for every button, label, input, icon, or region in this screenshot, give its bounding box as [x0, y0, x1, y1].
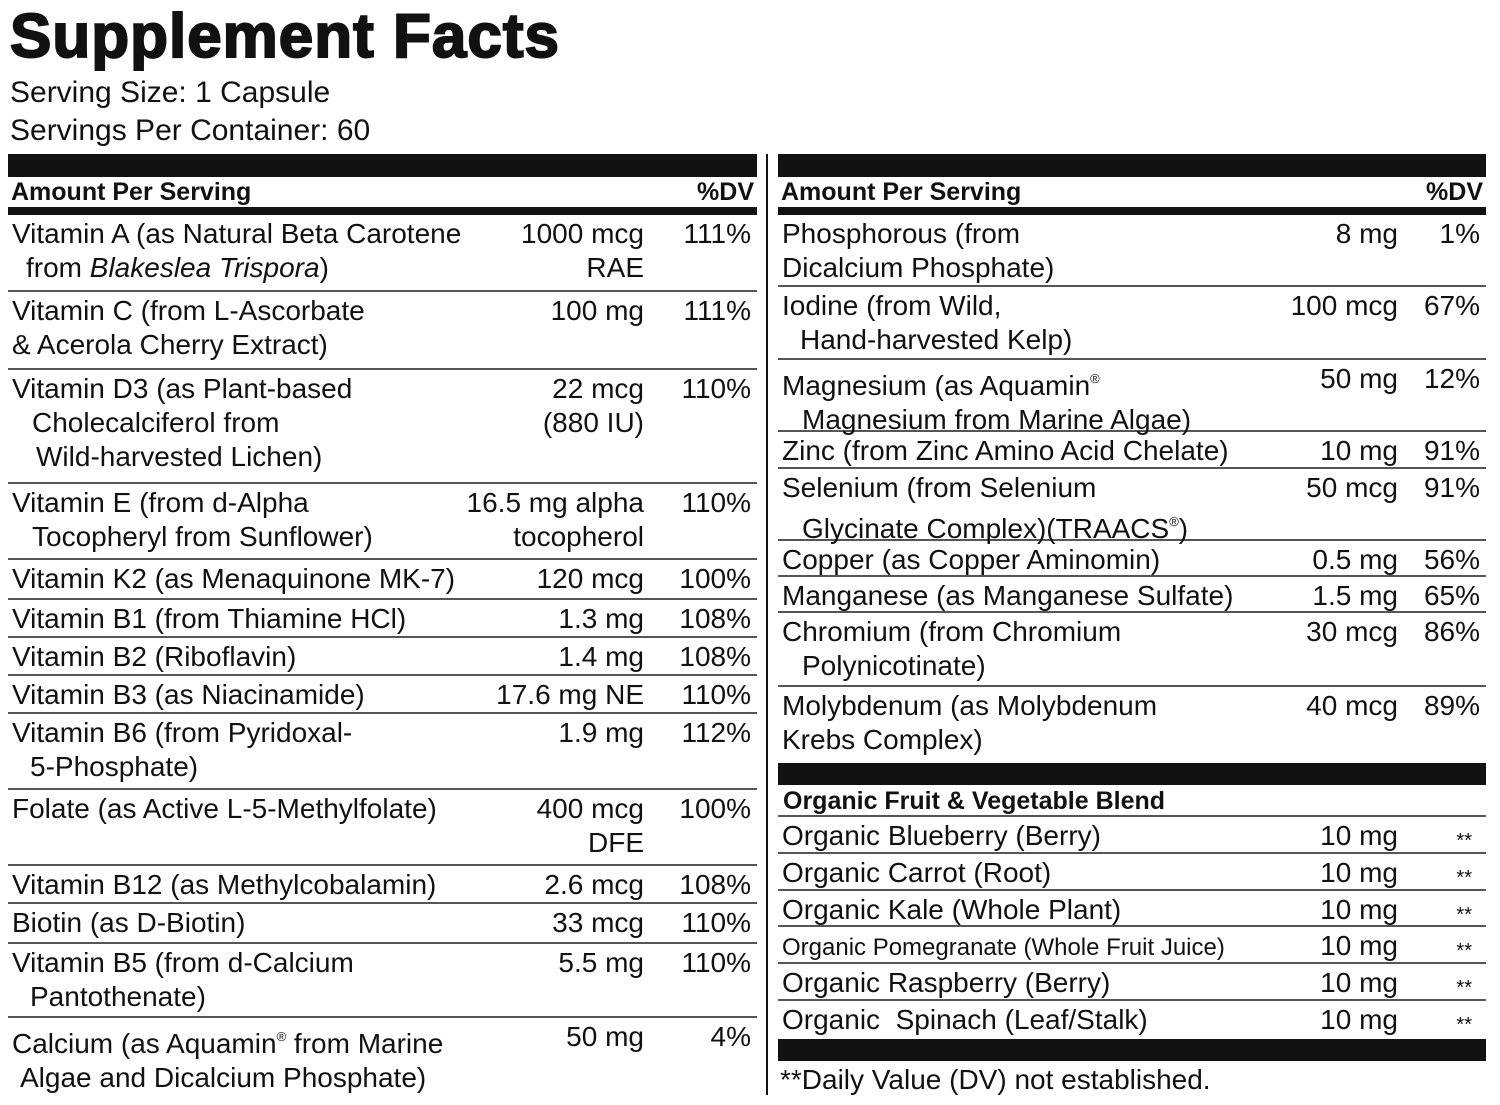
nutrient-dv: 86% — [1423, 616, 1480, 647]
nutrient-amount-line: 400 mcg — [536, 793, 644, 824]
nutrient-row — [778, 215, 1486, 287]
blend-item-dv: ** — [1456, 977, 1472, 999]
nutrient-name — [782, 362, 1191, 437]
nutrient-name — [782, 471, 1188, 546]
nutrient-name-line: Vitamin K2 (as Menaquinone MK-7) — [12, 563, 456, 594]
nutrient-dv: 65% — [1423, 580, 1480, 611]
nutrient-name — [12, 562, 455, 596]
nutrient-dv: 4% — [710, 1021, 751, 1052]
nutrient-amount — [496, 678, 644, 712]
nutrient-amount — [1291, 289, 1398, 323]
blend-item-name: Organic Raspberry (Berry) — [782, 967, 1111, 998]
nutrient-amount-line: RAE — [586, 252, 644, 283]
nutrient-row — [778, 360, 1486, 435]
dv-label: %DV — [697, 177, 754, 206]
nutrient-row — [778, 541, 1486, 577]
blend-item-name: Organic Spinach (Leaf/Stalk) — [782, 1004, 1148, 1035]
header-bar — [778, 154, 1486, 177]
nutrient-name — [782, 289, 1072, 357]
nutrient-name-line: Manganese (as Manganese Sulfate) — [782, 580, 1234, 611]
species-name: Blakeslea Trispora — [89, 252, 320, 283]
blend-item-dv: ** — [1456, 904, 1472, 926]
column-header — [778, 177, 1486, 207]
blend-title: Organic Fruit & Vegetable Blend — [778, 785, 1486, 817]
nutrient-dv: 91% — [1423, 472, 1480, 503]
blend-item-name: Organic Kale (Whole Plant) — [782, 894, 1122, 925]
nutrient-row — [8, 714, 757, 790]
nutrient-name-line: Vitamin E (from d-Alpha — [12, 487, 309, 518]
nutrient-name-line: Pantothenate) — [30, 981, 206, 1012]
blend-item-amount: 10 mg — [1320, 894, 1398, 925]
nutrient-amount-line: (880 IU) — [542, 407, 644, 438]
nutrient-row — [8, 370, 757, 484]
nutrient-name-line: Krebs Complex) — [782, 724, 983, 755]
nutrient-amount-line: 17.6 mg NE — [496, 679, 644, 710]
nutrient-dv: 1% — [1439, 218, 1480, 249]
registered-mark: ® — [1169, 514, 1179, 529]
nutrient-amount — [543, 372, 644, 440]
nutrient-row — [778, 469, 1486, 544]
dv-label: %DV — [1426, 177, 1483, 206]
header-bar — [8, 154, 757, 177]
registered-mark: ® — [1090, 371, 1100, 386]
nutrient-row — [8, 676, 757, 714]
nutrient-dv: 100% — [679, 793, 751, 824]
nutrient-name — [12, 294, 365, 362]
nutrient-amount-line: 100 mg — [550, 295, 644, 326]
nutrient-name-line: Iodine (from Wild, — [782, 290, 1002, 321]
blend-item-name: Organic Pomegranate (Whole Fruit Juice) — [782, 934, 1225, 961]
nutrient-dv: 110% — [681, 487, 751, 518]
nutrient-dv: 108% — [679, 603, 751, 634]
nutrient-name — [12, 372, 352, 474]
nutrient-dv: 112% — [681, 717, 751, 748]
nutrient-dv: 110% — [681, 947, 751, 978]
nutrient-name — [12, 946, 354, 1014]
nutrient-amount — [552, 906, 644, 940]
nutrient-name-line: Vitamin D3 (as Plant-based — [12, 373, 353, 404]
right-nutrient-rows — [778, 215, 1486, 763]
nutrient-amount-line: 16.5 mg alpha — [466, 487, 644, 518]
nutrient-amount-line: 10 mg — [1320, 435, 1398, 466]
nutrient-dv: 110% — [681, 679, 751, 710]
nutrient-amount-line: 30 mcg — [1306, 616, 1398, 647]
registered-mark: ® — [276, 1029, 287, 1044]
nutrient-name-line: Hand-harvested Kelp) — [800, 324, 1073, 355]
nutrient-name-line: Algae and Dicalcium Phosphate) — [20, 1062, 427, 1093]
nutrient-name-line: Vitamin A (as Natural Beta Carotene — [12, 218, 462, 249]
nutrient-row — [8, 1018, 757, 1094]
nutrient-dv: 111% — [683, 295, 751, 326]
nutrient-name — [12, 906, 245, 940]
nutrient-row — [8, 638, 757, 676]
nutrient-name-line: Vitamin B2 (Riboflavin) — [12, 641, 297, 672]
blend-row — [778, 927, 1486, 964]
nutrient-name-line: Zinc (from Zinc Amino Acid Chelate) — [782, 435, 1229, 466]
blend-item-amount: 10 mg — [1320, 820, 1398, 851]
footnote-separator-bar — [778, 1039, 1486, 1061]
nutrient-row — [8, 215, 757, 292]
nutrient-name — [12, 792, 437, 826]
nutrient-name — [12, 217, 461, 285]
nutrient-row — [778, 577, 1486, 613]
nutrient-name-line: Wild-harvested Lichen) — [36, 441, 323, 472]
nutrient-name — [12, 716, 352, 784]
nutrient-dv: 110% — [681, 373, 751, 404]
blend-item-name: Organic Blueberry (Berry) — [782, 820, 1101, 851]
nutrient-name-line: Polynicotinate) — [802, 650, 986, 681]
nutrient-amount-line: 50 mg — [1320, 363, 1398, 394]
nutrient-amount — [1312, 543, 1398, 577]
nutrient-amount-line: 40 mcg — [1306, 690, 1398, 721]
nutrient-name-line: Vitamin C (from L-Ascorbate — [12, 295, 365, 326]
nutrient-amount — [558, 640, 644, 674]
header-rule — [778, 207, 1486, 215]
nutrient-amount-line: 33 mcg — [552, 907, 644, 938]
servings-per-container: Servings Per Container: 60 — [10, 114, 371, 147]
blend-separator-bar — [778, 763, 1486, 785]
amount-per-serving-label: Amount Per Serving — [781, 177, 1022, 206]
blend-item-amount: 10 mg — [1320, 857, 1398, 888]
nutrient-name-line: Magnesium (as Aquamin® — [782, 370, 1100, 401]
nutrient-row — [8, 560, 757, 600]
nutrient-amount — [558, 602, 644, 636]
nutrient-amount-line: 0.5 mg — [1312, 544, 1398, 575]
nutrient-row — [8, 292, 757, 370]
nutrient-name-line: Selenium (from Selenium — [782, 472, 1097, 503]
nutrient-amount-line: 2.6 mcg — [544, 869, 644, 900]
nutrient-name-line: Tocopheryl from Sunflower) — [32, 521, 373, 552]
nutrient-name-line: from Blakeslea Trispora) — [26, 252, 329, 283]
nutrient-amount — [558, 716, 644, 750]
nutrient-amount — [551, 294, 644, 328]
nutrient-row — [778, 687, 1486, 763]
nutrient-amount-line: 50 mg — [566, 1021, 644, 1052]
nutrient-dv: 108% — [679, 869, 751, 900]
nutrient-amount-line: 50 mcg — [1306, 472, 1398, 503]
nutrient-dv: 67% — [1423, 290, 1480, 321]
nutrient-amount — [544, 868, 644, 902]
nutrient-row — [778, 287, 1486, 360]
nutrient-dv: 108% — [679, 641, 751, 672]
blend-item-dv: ** — [1456, 867, 1472, 889]
blend-row — [778, 891, 1486, 927]
nutrient-name — [12, 678, 365, 712]
column-divider — [766, 154, 768, 1095]
nutrient-row — [778, 613, 1486, 687]
nutrient-name — [12, 486, 373, 554]
nutrient-name — [782, 217, 1054, 285]
nutrient-name-line: Magnesium from Marine Algae) — [802, 404, 1192, 435]
nutrient-name-line: Vitamin B3 (as Niacinamide) — [12, 679, 365, 710]
nutrient-name — [782, 543, 1160, 577]
nutrient-row — [8, 484, 757, 560]
nutrient-row — [8, 600, 757, 638]
blend-row — [778, 964, 1486, 1001]
nutrient-amount-line: 100 mcg — [1290, 290, 1398, 321]
nutrient-name-line: Phosphorous (from — [782, 218, 1021, 249]
nutrient-name-line: Calcium (as Aquamin® from Marine — [12, 1028, 444, 1059]
nutrient-name — [782, 615, 1121, 683]
nutrient-name-line: & Acerola Cherry Extract) — [12, 329, 328, 360]
nutrient-amount-line: 22 mcg — [552, 373, 644, 404]
blend-rows — [778, 817, 1486, 1039]
nutrient-name-line: Vitamin B6 (from Pyridoxal- — [12, 717, 353, 748]
nutrient-name — [782, 579, 1233, 613]
nutrient-dv: 89% — [1423, 690, 1480, 721]
nutrient-amount-line: 1000 mcg — [521, 218, 644, 249]
nutrient-name-line: Chromium (from Chromium — [782, 616, 1122, 647]
nutrient-name-line: Vitamin B5 (from d-Calcium — [12, 947, 354, 978]
nutrient-amount-line: DFE — [588, 827, 644, 858]
nutrient-name — [782, 689, 1157, 757]
nutrient-amount — [558, 946, 644, 980]
nutrient-name-line: Cholecalciferol from — [32, 407, 280, 438]
header-rule — [8, 207, 757, 215]
nutrient-name — [12, 868, 436, 902]
nutrient-name — [782, 434, 1229, 468]
nutrient-row — [8, 944, 757, 1018]
nutrient-dv: 100% — [679, 563, 751, 594]
amount-per-serving-label: Amount Per Serving — [11, 177, 252, 206]
blend-item-dv: ** — [1456, 830, 1472, 852]
nutrient-amount — [1320, 434, 1398, 468]
nutrient-amount — [467, 486, 644, 554]
blend-row — [778, 817, 1486, 854]
nutrient-amount — [1306, 615, 1398, 649]
nutrient-amount-line: 1.5 mg — [1312, 580, 1398, 611]
nutrient-name — [12, 640, 296, 674]
nutrient-amount — [1306, 471, 1398, 505]
nutrient-row — [8, 790, 757, 866]
nutrient-dv: 91% — [1423, 435, 1480, 466]
blend-row — [778, 1001, 1486, 1039]
nutrient-name-line: Vitamin B1 (from Thiamine HCl) — [12, 603, 407, 634]
nutrient-name — [12, 602, 406, 636]
nutrient-row — [8, 904, 757, 944]
nutrient-name-line: Molybdenum (as Molybdenum — [782, 690, 1158, 721]
nutrient-dv: 111% — [683, 218, 751, 249]
nutrient-amount — [521, 217, 644, 285]
nutrient-amount-line: 5.5 mg — [558, 947, 644, 978]
nutrient-row — [8, 866, 757, 904]
blend-item-amount: 10 mg — [1320, 1004, 1398, 1035]
label-title: Supplement Facts — [10, 2, 560, 71]
serving-size: Serving Size: 1 Capsule — [10, 76, 331, 109]
nutrient-amount-line: 120 mcg — [536, 563, 644, 594]
nutrient-name — [12, 1020, 443, 1095]
nutrient-name-line: Copper (as Copper Aminomin) — [782, 544, 1161, 575]
nutrient-amount — [537, 792, 644, 860]
nutrient-amount-line: 8 mg — [1335, 218, 1398, 249]
nutrient-name-line: Dicalcium Phosphate) — [782, 252, 1055, 283]
nutrient-dv: 110% — [681, 907, 751, 938]
nutrient-dv: 12% — [1423, 363, 1480, 394]
nutrient-name-line: Biotin (as D-Biotin) — [12, 907, 246, 938]
nutrient-amount-line: tocopherol — [513, 521, 644, 552]
right-nutrient-column — [778, 154, 1486, 1097]
nutrient-name-line: 5-Phosphate) — [30, 751, 199, 782]
nutrient-amount — [566, 1020, 644, 1054]
blend-item-amount: 10 mg — [1320, 930, 1398, 961]
nutrient-name-line: Folate (as Active L-5-Methylfolate) — [12, 793, 437, 824]
nutrient-amount — [1320, 362, 1398, 396]
column-header — [8, 177, 757, 207]
blend-item-amount: 10 mg — [1320, 967, 1398, 998]
blend-item-name: Organic Carrot (Root) — [782, 857, 1052, 888]
left-nutrient-column — [8, 154, 757, 1094]
left-nutrient-rows — [8, 215, 757, 1094]
nutrient-amount — [1336, 217, 1398, 251]
nutrient-amount — [537, 562, 644, 596]
nutrient-name-line: Vitamin B12 (as Methylcobalamin) — [12, 869, 437, 900]
footnote: **Daily Value (DV) not established. — [780, 1064, 1211, 1095]
blend-row — [778, 854, 1486, 891]
nutrient-row — [778, 432, 1486, 469]
nutrient-amount-line: 1.3 mg — [558, 603, 644, 634]
nutrient-name-line: Glycinate Complex)(TRAACS®) — [802, 513, 1189, 544]
nutrient-amount — [1312, 579, 1398, 613]
nutrient-amount-line: 1.9 mg — [558, 717, 644, 748]
nutrient-amount-line: 1.4 mg — [558, 641, 644, 672]
blend-item-dv: ** — [1456, 1014, 1472, 1036]
nutrient-dv: 56% — [1423, 544, 1480, 575]
nutrient-amount — [1306, 689, 1398, 723]
blend-item-dv: ** — [1456, 940, 1472, 962]
